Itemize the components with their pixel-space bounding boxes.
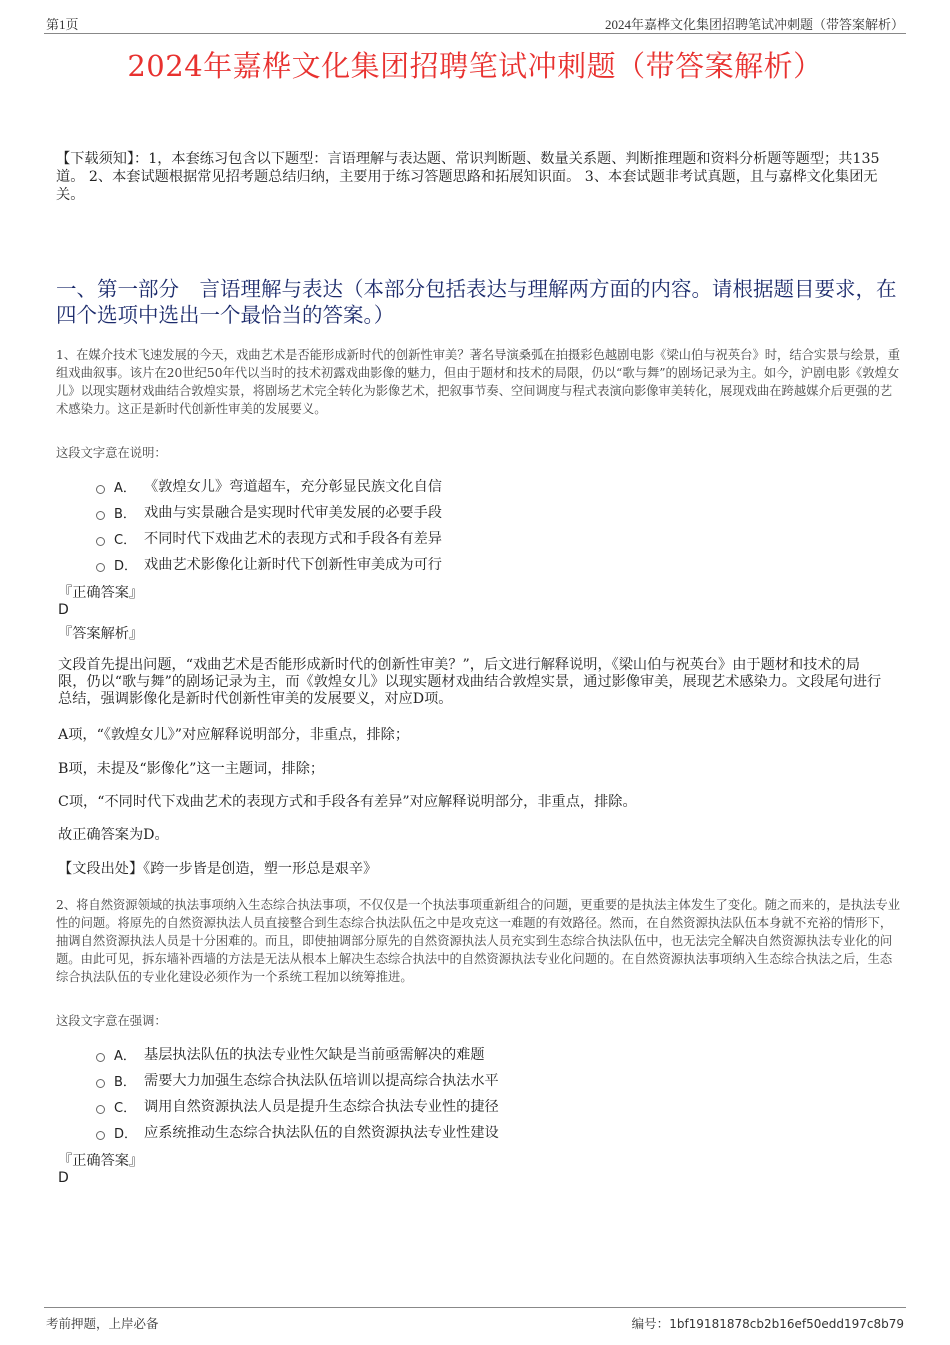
- question-1-answer-label: 『正确答案』: [58, 585, 144, 601]
- option-letter: D．: [114, 558, 138, 574]
- question-1-text: 1、在媒介技术飞速发展的今天，戏曲艺术是否能形成新时代的创新性审美？著名导演桑弧在拍摄彩色越剧电影《梁山伯与祝英台》时，结合实景与绘景，重组戏曲叙事。该片在20世纪50年代以当时的技术初露戏曲影像的魅力，但由于题材和技术的局限，仍以“歌与舞”的剧场记录为主。如今，沪剧电影《敦煌女儿》以现实题材戏曲结合敦煌实景，将剧场艺术完全转化为影像艺术，把叙事节奏、空间调度与程式表演向影像审美转化，展现戏曲在跨越媒介后更强的艺术感染力。这正是新时代创新性审美的发展要义。: [56, 348, 901, 416]
- option-letter: C．: [114, 532, 137, 548]
- question-1-prompt: 这段文字意在说明：: [56, 446, 167, 460]
- header-doc-title: 2024年嘉桦文化集团招聘笔试冲刺题（带答案解析）: [604, 17, 904, 32]
- question-2-option-c[interactable]: [96, 1095, 499, 1117]
- footer-divider: [44, 1307, 906, 1308]
- option-text: 戏曲与实景融合是实现时代审美发展的必要手段: [144, 505, 442, 521]
- footer-code-value: 1bf19181878cb2b16ef50edd197c8b79: [669, 1317, 904, 1331]
- question-1-option-a[interactable]: [96, 475, 442, 497]
- radio-icon[interactable]: [96, 537, 105, 546]
- footer-code-label: 编号：: [631, 1316, 670, 1331]
- question-2-option-b[interactable]: [96, 1069, 499, 1091]
- page-title: 2024年嘉桦文化集团招聘笔试冲刺题（带答案解析）: [127, 49, 823, 83]
- question-1-option-c[interactable]: [96, 527, 442, 549]
- option-text: 应系统推动生态综合执法队伍的自然资源执法专业性建设: [144, 1125, 499, 1141]
- option-letter: C．: [114, 1100, 137, 1116]
- option-letter: B．: [114, 1074, 136, 1090]
- footer-slogan: 考前押题，上岸必备: [46, 1316, 159, 1331]
- radio-icon[interactable]: [96, 563, 105, 572]
- question-1-option-d[interactable]: [96, 553, 442, 575]
- option-text: 调用自然资源执法人员是提升生态综合执法专业性的捷径: [144, 1099, 499, 1115]
- analysis-option-b: B项，未提及“影像化”这一主题词，排除；: [58, 761, 325, 777]
- analysis-option-c: C项，“不同时代下戏曲艺术的表现方式和手段各有差异”对应解释说明部分，非重点，排除。: [58, 794, 637, 810]
- question-1-answer: D: [58, 602, 69, 618]
- analysis-paragraph: 文段首先提出问题，“戏曲艺术是否能形成新时代的创新性审美？”，后文进行解释说明，《梁山伯与祝英台》由于题材和技术的局限，仍以“歌与舞”的剧场记录为主，而《敦煌女儿》以现实题材戏曲结合敦煌实景，通过影像审美，展现艺术感染力。文段尾句进行总结，强调影像化是新时代创新性审美的发展要义，对应D项。: [58, 657, 882, 707]
- question-1-source: 【文段出处】《跨一步皆是创造，塑一形总是艰辛》: [58, 861, 378, 877]
- option-text: 需要大力加强生态综合执法队伍培训以提高综合执法水平: [144, 1073, 499, 1089]
- question-1-option-b[interactable]: [96, 501, 442, 523]
- section-heading: 一、第一部分 言语理解与表达（本部分包括表达与理解两方面的内容。请根据题目要求，在四个选项中选出一个最恰当的答案。）: [56, 277, 897, 327]
- download-notice: 【下载须知】：1，本套练习包含以下题型：言语理解与表达题、常识判断题、数量关系题、判断推理题和资料分析题等题型；共135道。 2、本套试题根据常见招考题总结归纳，主要用于练习答题思路和拓展知识面。 3、本套试题非考试真题，且与嘉桦文化集团无关。: [56, 151, 880, 203]
- question-2-option-a[interactable]: [96, 1043, 485, 1065]
- radio-icon[interactable]: [96, 1053, 105, 1062]
- option-text: 不同时代下戏曲艺术的表现方式和手段各有差异: [144, 531, 442, 547]
- analysis-conclusion: 故正确答案为D。: [58, 827, 169, 843]
- option-text: 《敦煌女儿》弯道超车，充分彰显民族文化自信: [144, 479, 442, 495]
- option-text: 戏曲艺术影像化让新时代下创新性审美成为可行: [144, 557, 442, 573]
- radio-icon[interactable]: [96, 485, 105, 494]
- option-letter: B．: [114, 506, 136, 522]
- question-2-prompt: 这段文字意在强调：: [56, 1014, 167, 1028]
- radio-icon[interactable]: [96, 1131, 105, 1140]
- header-divider: [44, 33, 906, 34]
- page-number: 第1页: [46, 17, 79, 32]
- radio-icon[interactable]: [96, 511, 105, 520]
- question-2-option-d[interactable]: [96, 1121, 499, 1143]
- question-1-analysis-label: 『答案解析』: [58, 626, 144, 642]
- option-letter: D．: [114, 1126, 138, 1142]
- analysis-option-a: A项，“《敦煌女儿》”对应解释说明部分，非重点，排除；: [58, 727, 410, 743]
- radio-icon[interactable]: [96, 1105, 105, 1114]
- radio-icon[interactable]: [96, 1079, 105, 1088]
- question-2-answer: D: [58, 1170, 69, 1186]
- option-text: 基层执法队伍的执法专业性欠缺是当前亟需解决的难题: [144, 1047, 485, 1063]
- option-letter: A．: [114, 1048, 136, 1064]
- footer-code: [632, 1314, 904, 1332]
- question-2-text: 2、将自然资源领域的执法事项纳入生态综合执法事项，不仅仅是一个执法事项重新组合的问题，更重要的是执法主体发生了变化。随之而来的，是执法专业性的问题。将原先的自然资源执法人员直接整合到生态综合执法队伍之中是攻克这一难题的有效路径。然而，在自然资源执法队伍本身就不充裕的情形下，抽调自然资源执法人员是十分困难的。而且，即使抽调部分原先的自然资源执法人员充实到生态综合执法队伍中，也无法完全解决自然资源执法专业化的问题。由此可见，拆东墙补西墙的方法是无法从根本上解决生态综合执法中的自然资源执法专业化问题的。在自然资源执法事项纳入生态综合执法之后，生态综合执法队伍的专业化建设必须作为一个系统工程加以统筹推进。: [56, 898, 901, 984]
- option-letter: A．: [114, 480, 136, 496]
- question-2-answer-label: 『正确答案』: [58, 1153, 144, 1169]
